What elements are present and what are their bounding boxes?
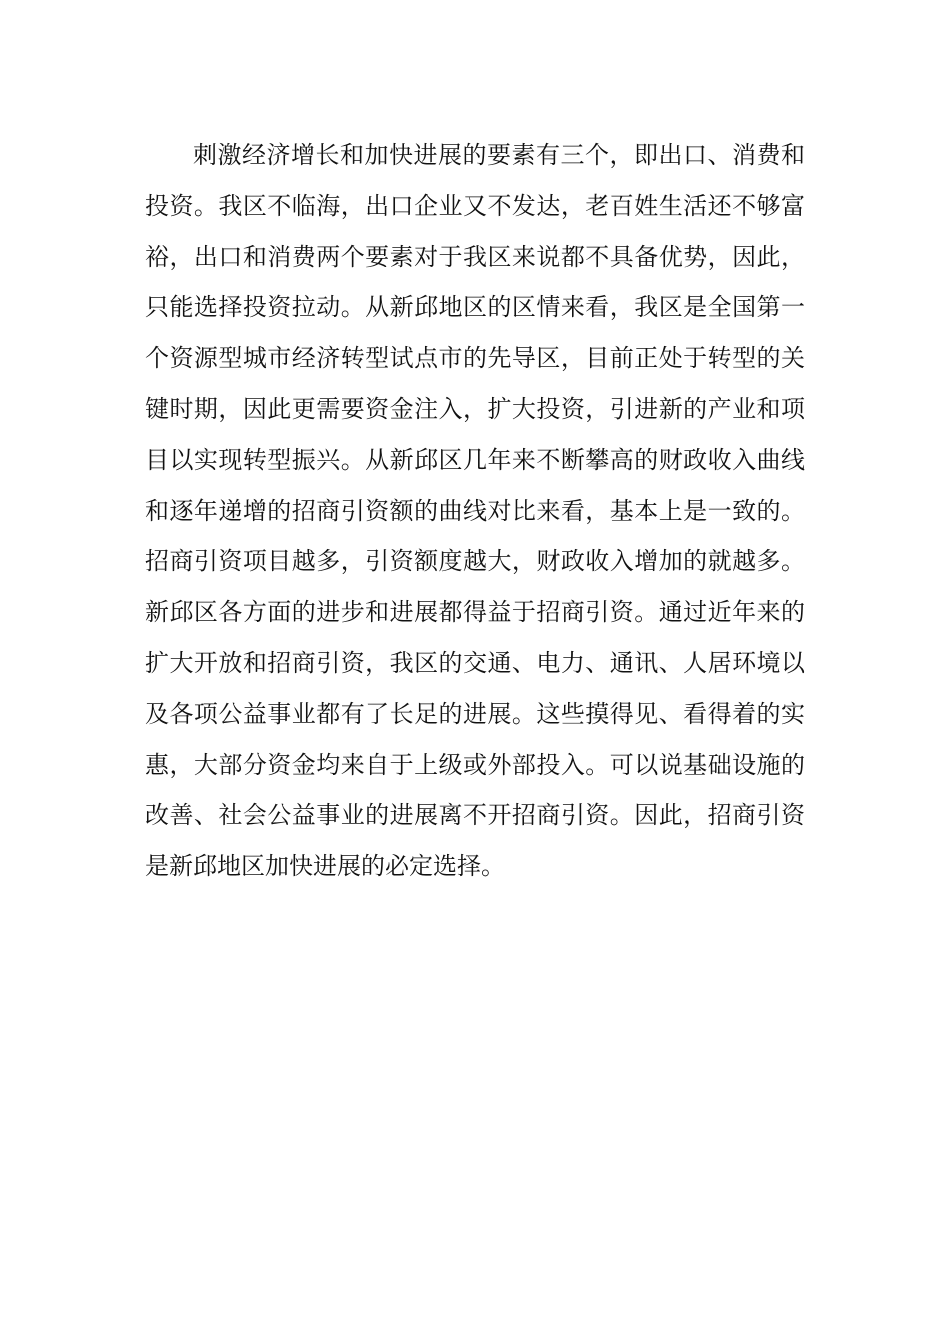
text-line: 刺激经济增长和加快进展的要素有三个，即出口、消费和 — [193, 141, 805, 169]
text-line: 是新邱地区加快进展的必定选择。 — [145, 852, 505, 881]
text-line: 只能选择投资拉动。从新邱地区的区情来看，我区是全国第一 — [145, 293, 805, 322]
paragraph — [145, 130, 805, 892]
text-line: 键时期，因此更需要资金注入，扩大投资，引进新的产业和项 — [145, 394, 805, 423]
text-line: 及各项公益事业都有了长足的进展。这些摸得见、看得着的实 — [145, 699, 805, 728]
text-line: 新邱区各方面的进步和进展都得益于招商引资。通过近年来的 — [145, 598, 805, 627]
text-line: 裕，出口和消费两个要素对于我区来说都不具备优势，因此， — [145, 242, 805, 271]
text-line: 个资源型城市经济转型试点市的先导区，目前正处于转型的关 — [145, 344, 805, 373]
text-line: 改善、社会公益事业的进展离不开招商引资。因此，招商引资 — [145, 801, 805, 830]
text-line: 扩大开放和招商引资，我区的交通、电力、通讯、人居环境以 — [145, 648, 805, 677]
text-line: 惠，大部分资金均来自于上级或外部投入。可以说基础设施的 — [145, 750, 805, 779]
text-line: 和逐年递增的招商引资额的曲线对比来看，基本上是一致的。 — [145, 496, 805, 525]
text-line: 招商引资项目越多，引资额度越大，财政收入增加的就越多。 — [145, 547, 805, 576]
text-line: 目以实现转型振兴。从新邱区几年来不断攀高的财政收入曲线 — [145, 445, 805, 474]
text-line: 投资。我区不临海，出口企业又不发达，老百姓生活还不够富 — [145, 191, 805, 220]
